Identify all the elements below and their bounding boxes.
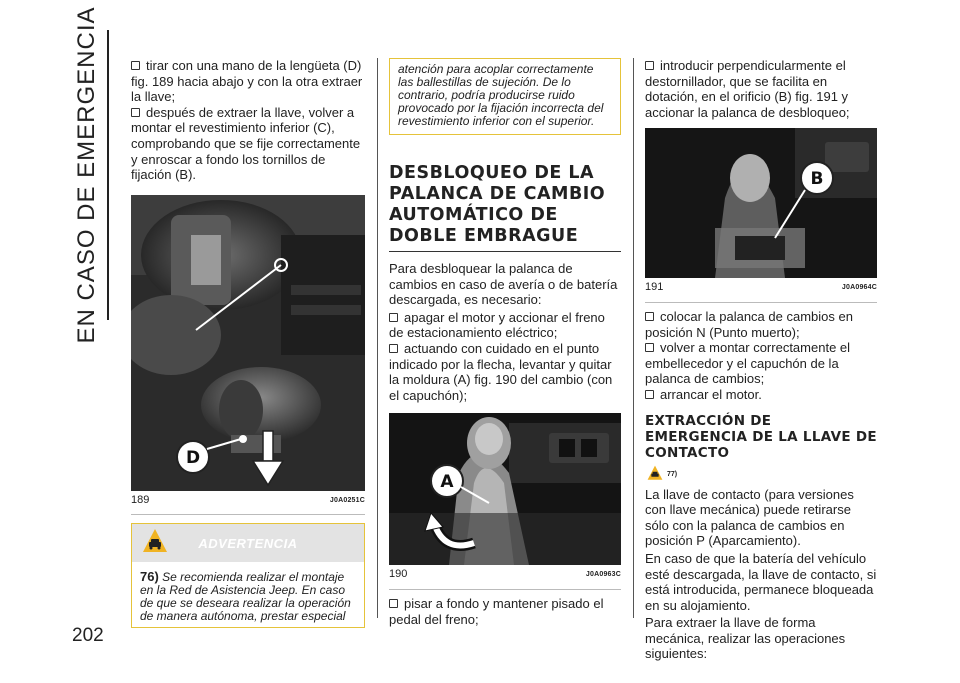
page-number: 202 bbox=[72, 625, 104, 646]
section-heading: DESBLOQUEO DE LA PALANCA DE CAMBIO AUTOMÁTICO DE DOBLE EMBRAGUE bbox=[389, 163, 621, 252]
figure-label: B bbox=[810, 169, 824, 190]
checkbox-bullet-icon bbox=[389, 599, 398, 608]
list-item: después de extraer la llave, volver a montar el revestimiento inferior (C), comprobando que se fije correctamente y enroscar a fondo los tornillos de fijación (B). bbox=[131, 104, 361, 183]
figure-189 bbox=[131, 195, 365, 491]
figure-number: 191 bbox=[645, 281, 664, 294]
list-item: arrancar el motor. bbox=[645, 387, 877, 403]
column-3 bbox=[645, 58, 877, 664]
figure-190 bbox=[389, 413, 621, 565]
column-divider bbox=[633, 58, 634, 618]
column-2 bbox=[389, 58, 621, 627]
list-item: colocar la palanca de cambios en posición N (Punto muerto); bbox=[645, 308, 853, 340]
intro-paragraph: Para desbloquear la palanca de cambios en caso de avería o de batería descargada, es necesario: bbox=[389, 261, 618, 308]
column-1 bbox=[131, 58, 365, 628]
figure-label: A bbox=[440, 472, 454, 493]
section-heading: EXTRACCIÓN DE EMERGENCIA DE LA LLAVE DE CONTACTO bbox=[645, 412, 877, 461]
column-divider bbox=[377, 58, 378, 618]
gear-shift-photo bbox=[389, 413, 621, 565]
warning-car-icon bbox=[142, 528, 168, 554]
figure-caption bbox=[389, 565, 621, 590]
warning-reference bbox=[647, 465, 877, 483]
checkbox-bullet-icon bbox=[131, 108, 140, 117]
checkbox-bullet-icon bbox=[131, 61, 140, 70]
warning-header bbox=[132, 524, 364, 562]
section-rule bbox=[107, 30, 109, 320]
checkbox-bullet-icon bbox=[645, 390, 654, 399]
warning-title: ADVERTENCIA bbox=[198, 535, 298, 551]
list-item: tirar con una mano de la lengüeta (D) fig. 189 hacia abajo y con la otra extraer la llave; bbox=[131, 58, 363, 105]
figure-number: 190 bbox=[389, 568, 408, 581]
paragraph: En caso de que la batería del vehículo esté descargada, la llave de contacto, si está introducida, permanece bloqueada en su alojamiento. bbox=[645, 550, 877, 613]
warning-car-icon bbox=[647, 465, 663, 481]
checkbox-bullet-icon bbox=[389, 313, 398, 322]
steering-column-photo bbox=[131, 195, 365, 491]
section-title: EN CASO DE EMERGENCIA bbox=[73, 6, 100, 344]
figure-191 bbox=[645, 128, 877, 278]
figure-number: 189 bbox=[131, 493, 150, 506]
warning-number: 76) bbox=[140, 569, 159, 585]
figure-code: J0A0251C bbox=[329, 496, 365, 504]
warning-ref-number: 77) bbox=[667, 470, 678, 478]
warning-box bbox=[131, 523, 365, 628]
figure-code: J0A0963C bbox=[585, 571, 621, 579]
figure-label: D bbox=[185, 447, 201, 468]
list-item: pisar a fondo y mantener pisado el pedal del freno; bbox=[389, 595, 604, 627]
list-item: actuando con cuidado en el punto indicado por la flecha, levantar y quitar la moldura (A) fig. 190 del cambio (con el capuchón); bbox=[389, 340, 613, 403]
checkbox-bullet-icon bbox=[645, 343, 654, 352]
checkbox-bullet-icon bbox=[645, 312, 654, 321]
list-item: apagar el motor y accionar el freno de estacionamiento eléctrico; bbox=[389, 309, 605, 341]
gear-shift-unlock-photo bbox=[645, 128, 877, 278]
warning-body bbox=[132, 562, 364, 627]
warning-continued: atención para acoplar correctamente las ballestillas de sujeción. De lo contrario, podría producirse ruido provocado por la fijación incorrecta del revestimiento inferior con el superior. bbox=[389, 58, 621, 135]
list-item: volver a montar correctamente el embellecedor y el capuchón de la palanca de cambios; bbox=[645, 340, 851, 387]
warning-text: Se recomienda realizar el montaje en la Red de Asistencia Jeep. En caso de que se deseara realizar la operación de manera autónoma, prestar especial bbox=[140, 570, 351, 624]
paragraph: La llave de contacto (para versiones con llave mecánica) puede retirarse sólo con la palanca de cambios en posición P (Aparcamiento). bbox=[645, 486, 854, 549]
figure-caption bbox=[645, 278, 877, 303]
checkbox-bullet-icon bbox=[389, 344, 398, 353]
figure-caption bbox=[131, 491, 365, 516]
figure-code: J0A0964C bbox=[841, 284, 877, 292]
checkbox-bullet-icon bbox=[645, 61, 654, 70]
paragraph: Para extraer la llave de forma mecánica, realizar las operaciones siguientes: bbox=[645, 615, 846, 662]
list-item: introducir perpendicularmente el destornillador, que se facilita en dotación, en el orificio (B) fig. 191 y accionar la palanca de desbloqueo; bbox=[645, 58, 850, 120]
